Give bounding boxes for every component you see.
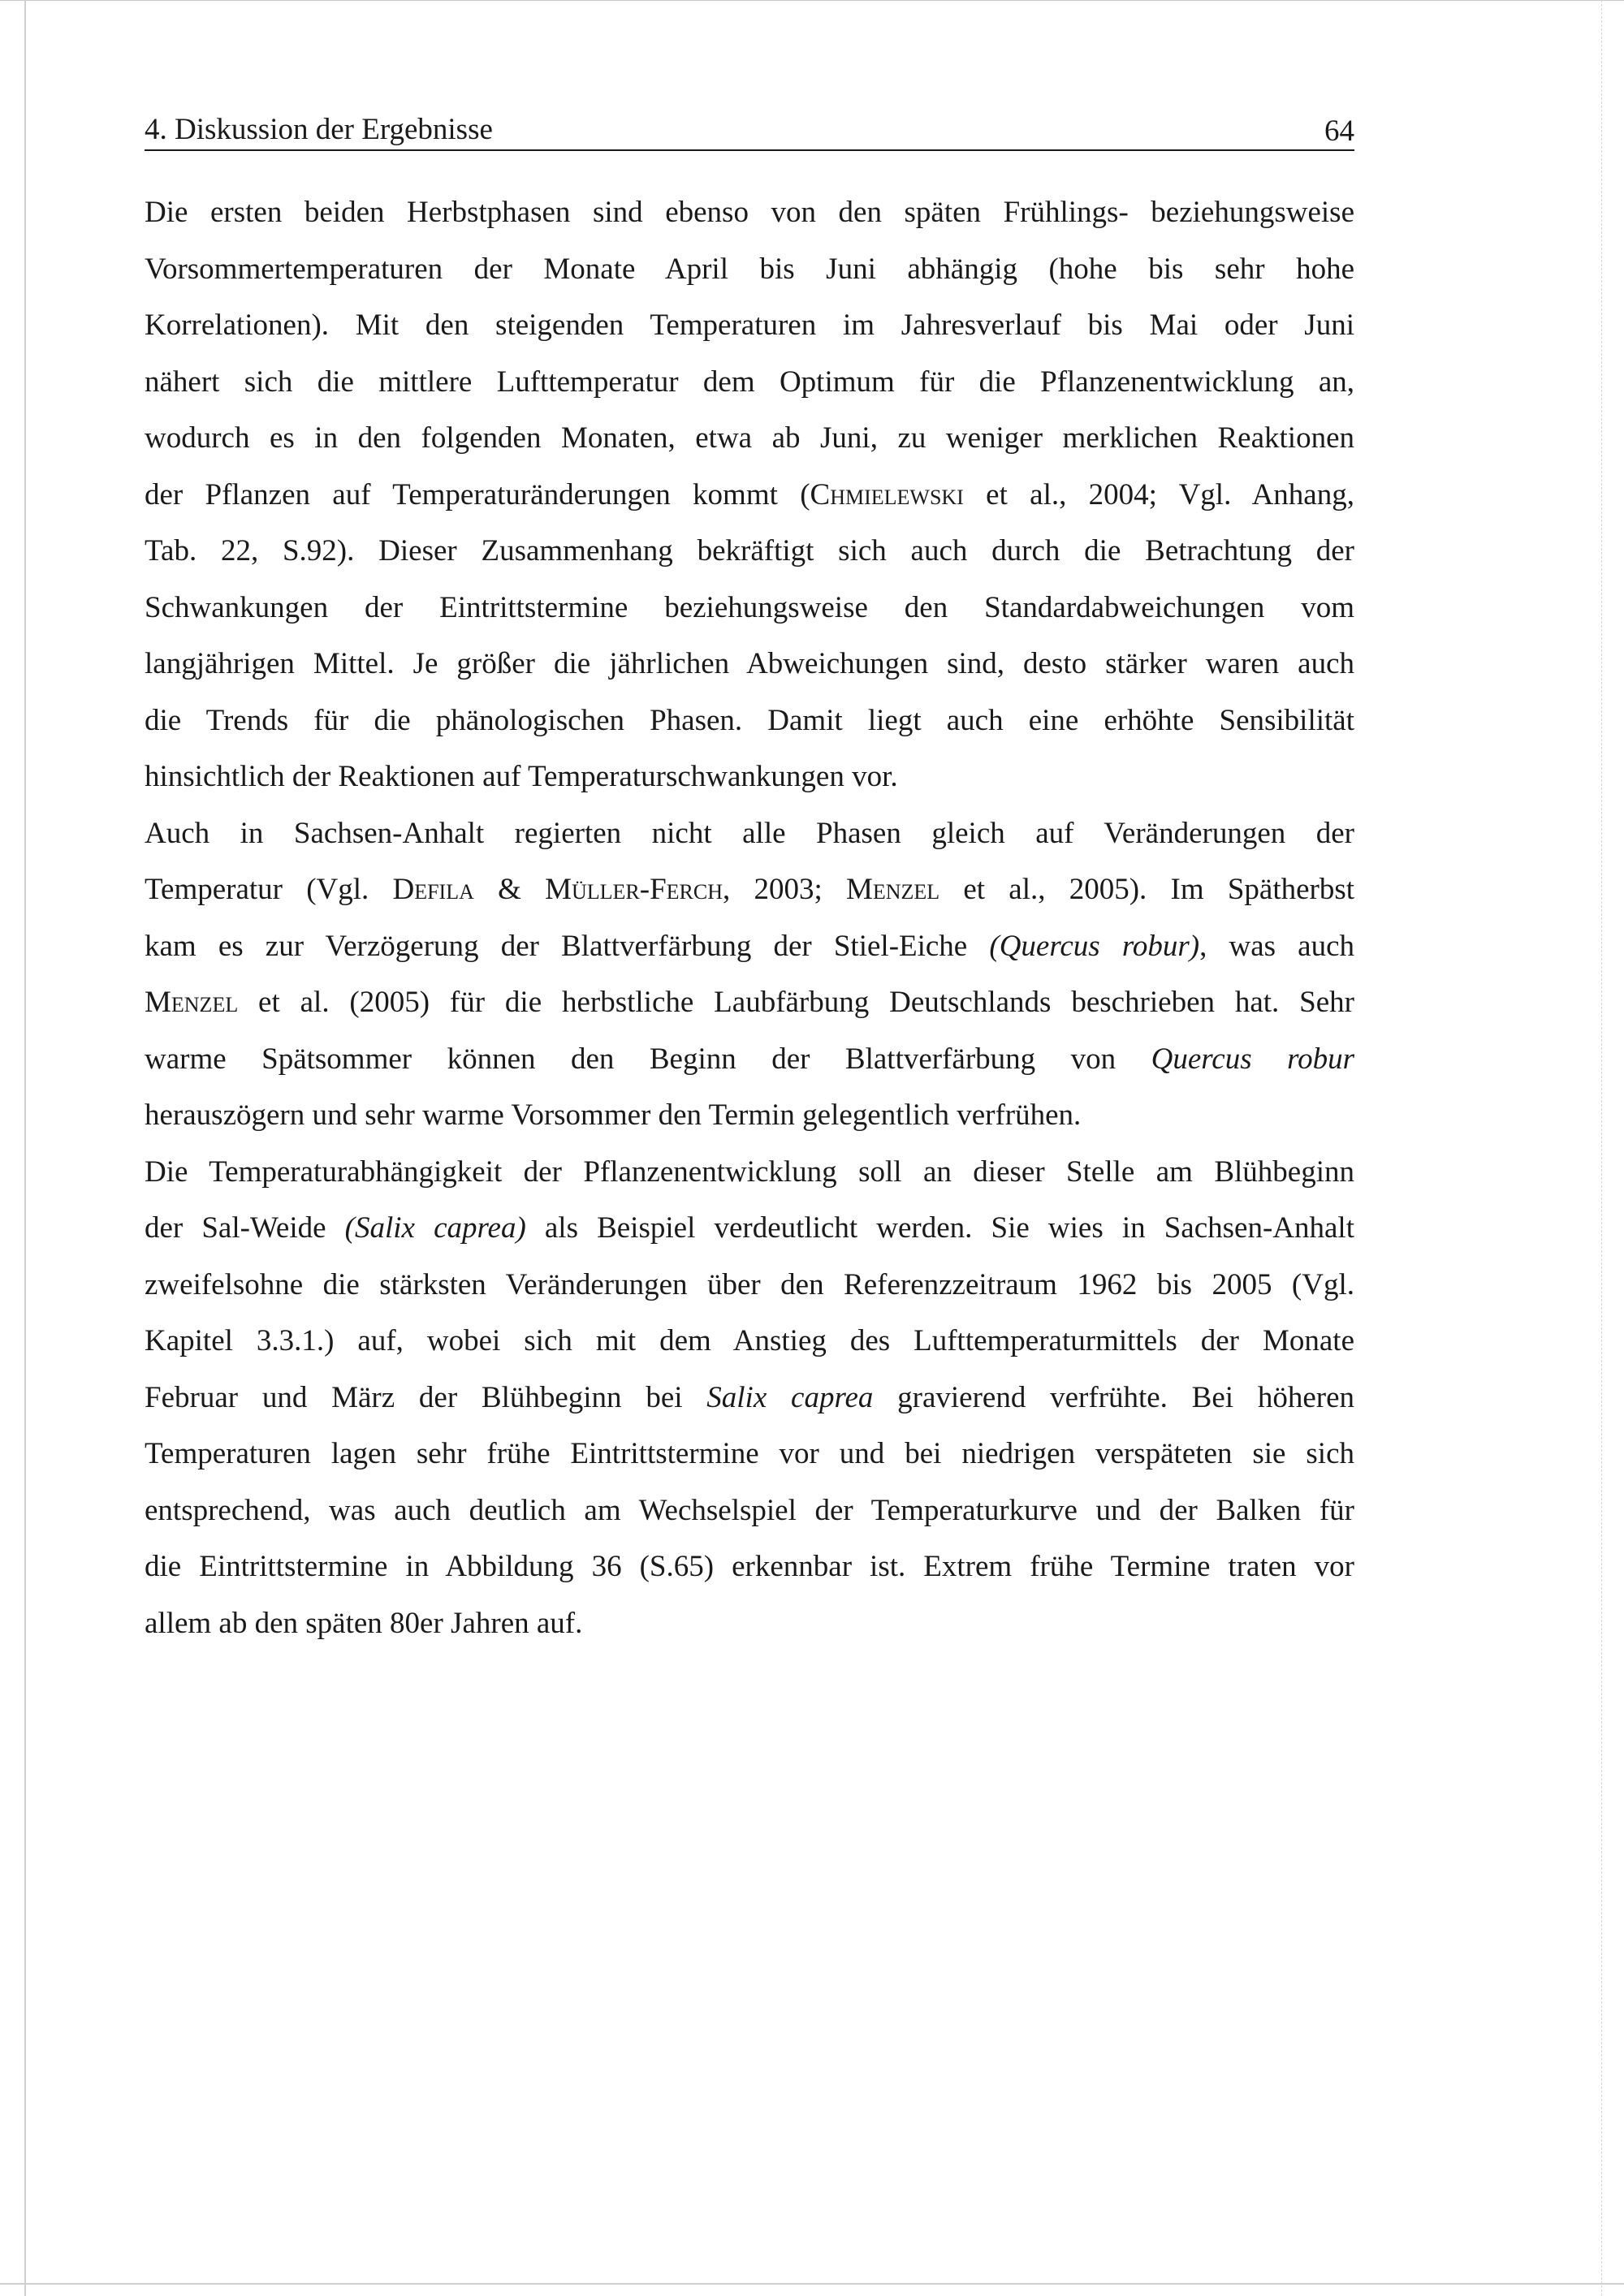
text-line: allem ab den späten 80er Jahren auf.: [145, 1606, 583, 1640]
text-line: wodurch es in den folgenden Monaten, etwa ab Juni, zu weniger merklichen Reaktionen: [145, 421, 1354, 455]
text-line: herauszögern und sehr warme Vorsommer den Termin gelegentlich verfrühen.: [145, 1098, 1082, 1132]
text-line: kam es zur Verzögerung der Blattverfärbung der Stiel-Eiche (Quercus robur), was auch: [145, 929, 1354, 963]
text-line: Menzel et al. (2005) für die herbstliche Laubfärbung Deutschlands beschrieben hat. Sehr: [145, 986, 1354, 1019]
species-name: Salix caprea: [706, 1380, 874, 1414]
scan-edge-bottom: [0, 2283, 1624, 2285]
text-line: nähert sich die mittlere Lufttemperatur dem Optimum für die Pflanzenentwicklung an,: [145, 365, 1354, 399]
text-line: Vorsommertemperaturen der Monate April bis Juni abhängig (hohe bis sehr hohe: [145, 252, 1354, 286]
text-line: Auch in Sachsen-Anhalt regierten nicht alle Phasen gleich auf Veränderungen der: [145, 816, 1354, 850]
text-line: der Sal-Weide (Salix caprea) als Beispiel verdeutlicht werden. Sie wies in Sachsen-Anhalt: [145, 1211, 1354, 1245]
text-line: Kapitel 3.3.1.) auf, wobei sich mit dem Anstieg des Lufttemperaturmittels der Monate: [145, 1324, 1354, 1357]
author-citation: Defila: [392, 873, 474, 906]
scan-edge-left: [24, 0, 26, 2296]
author-citation: Menzel: [845, 873, 940, 906]
species-name: (Quercus robur): [989, 929, 1200, 963]
text-line: warme Spätsommer können den Beginn der Blattverfärbung von Quercus robur: [145, 1042, 1354, 1076]
text-line: zweifelsohne die stärksten Veränderungen über den Referenzzeitraum 1962 bis 2005 (Vgl.: [145, 1267, 1354, 1301]
text-line: Schwankungen der Eintrittstermine beziehungsweise den Standardabweichungen vom: [145, 590, 1354, 624]
text-line: Die Temperaturabhängigkeit der Pflanzenentwicklung soll an dieser Stelle am Blühbeginn: [145, 1154, 1354, 1189]
scan-edge-top: [0, 0, 1624, 4]
text-line: Tab. 22, S.92). Dieser Zusammenhang bekräftigt sich auch durch die Betrachtung der: [145, 534, 1354, 568]
text-line: Temperaturen lagen sehr frühe Eintrittstermine vor und bei niedrigen verspäteten sie sich: [145, 1437, 1354, 1470]
page-number: 64: [1324, 114, 1354, 148]
species-name: Quercus robur: [1151, 1042, 1354, 1076]
body-text: [145, 184, 1354, 1651]
scan-edge-right: [1601, 0, 1602, 2296]
text-line: Die ersten beiden Herbstphasen sind ebenso von den späten Frühlings- beziehungsweise: [145, 196, 1354, 229]
text-line: Korrelationen). Mit den steigenden Temperaturen im Jahresverlauf bis Mai oder Juni: [145, 309, 1354, 342]
header-title: 4. Diskussion der Ergebnisse: [145, 113, 493, 146]
text-line: Februar und März der Blühbeginn bei Salix caprea gravierend verfrühte. Bei höheren: [145, 1380, 1354, 1414]
author-citation: Menzel: [145, 986, 239, 1019]
text-line: entsprechend, was auch deutlich am Wechselspiel der Temperaturkurve und der Balken für: [145, 1493, 1354, 1527]
text-line: die Eintrittstermine in Abbildung 36 (S.65) erkennbar ist. Extrem frühe Termine traten vor: [145, 1550, 1354, 1583]
author-citation: Chmielewski: [810, 477, 964, 511]
text-line: die Trends für die phänologischen Phasen. Damit liegt auch eine erhöhte Sensibilität: [145, 703, 1354, 737]
text-line: langjährigen Mittel. Je größer die jährlichen Abweichungen sind, desto stärker waren auch: [145, 647, 1354, 680]
author-citation: Müller-Ferch: [545, 873, 723, 906]
running-header: [145, 109, 1354, 151]
text-line: der Pflanzen auf Temperaturänderungen kommt (Chmielewski et al., 2004; Vgl. Anhang,: [145, 477, 1354, 511]
species-name: (Salix caprea): [344, 1211, 526, 1245]
text-line: hinsichtlich der Reaktionen auf Temperaturschwankungen vor.: [145, 760, 898, 793]
text-line: Temperatur (Vgl. Defila & Müller-Ferch, 2003; Menzel et al., 2005). Im Spätherbst: [145, 873, 1355, 906]
